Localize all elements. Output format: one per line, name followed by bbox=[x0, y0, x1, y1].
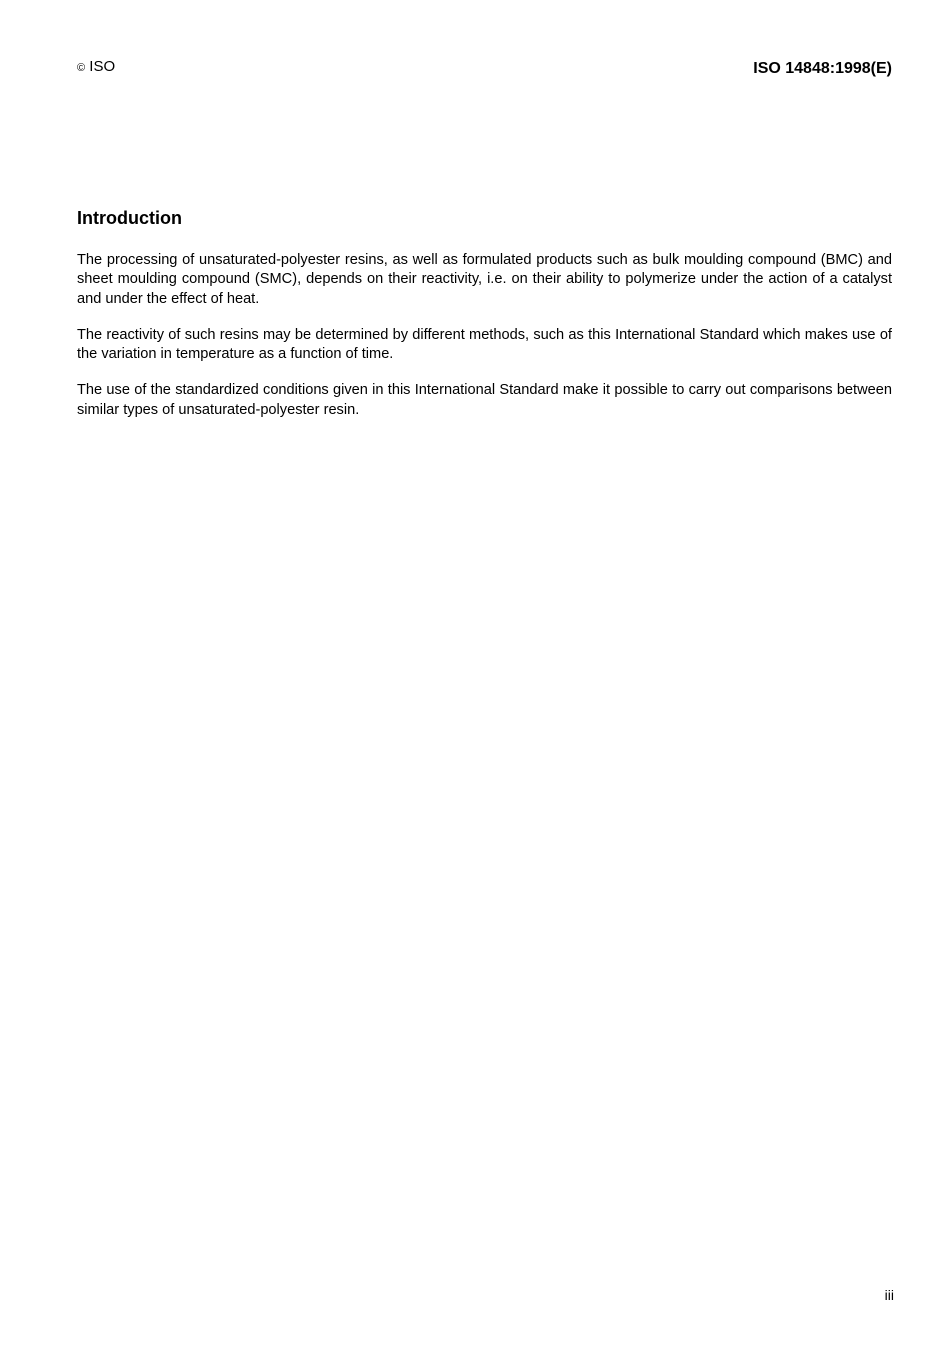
paragraph: The use of the standardized conditions given in this International Standard make it possible to carry out comparisons between similar types of unsaturated-polyester resin. bbox=[77, 382, 892, 418]
paragraph: The processing of unsaturated-polyester resins, as well as formulated products such as bulk moulding compound (BMC) and sheet moulding compound (SMC), depends on their reactivity, i.e. on their ability to polymerize under the action of a catalyst and under the effect of heat. bbox=[77, 252, 892, 307]
header-org: ISO bbox=[89, 58, 116, 75]
paragraph: The reactivity of such resins may be determined by different methods, such as this International Standard which makes use of the variation in temperature as a function of time. bbox=[77, 326, 892, 363]
page-number: iii bbox=[884, 1287, 894, 1303]
header-copyright bbox=[77, 58, 115, 75]
copyright-symbol: © bbox=[77, 62, 86, 74]
header-doc-id: ISO 14848:1998(E) bbox=[753, 60, 892, 77]
section-body bbox=[77, 251, 892, 437]
section-title: Introduction bbox=[77, 208, 182, 228]
